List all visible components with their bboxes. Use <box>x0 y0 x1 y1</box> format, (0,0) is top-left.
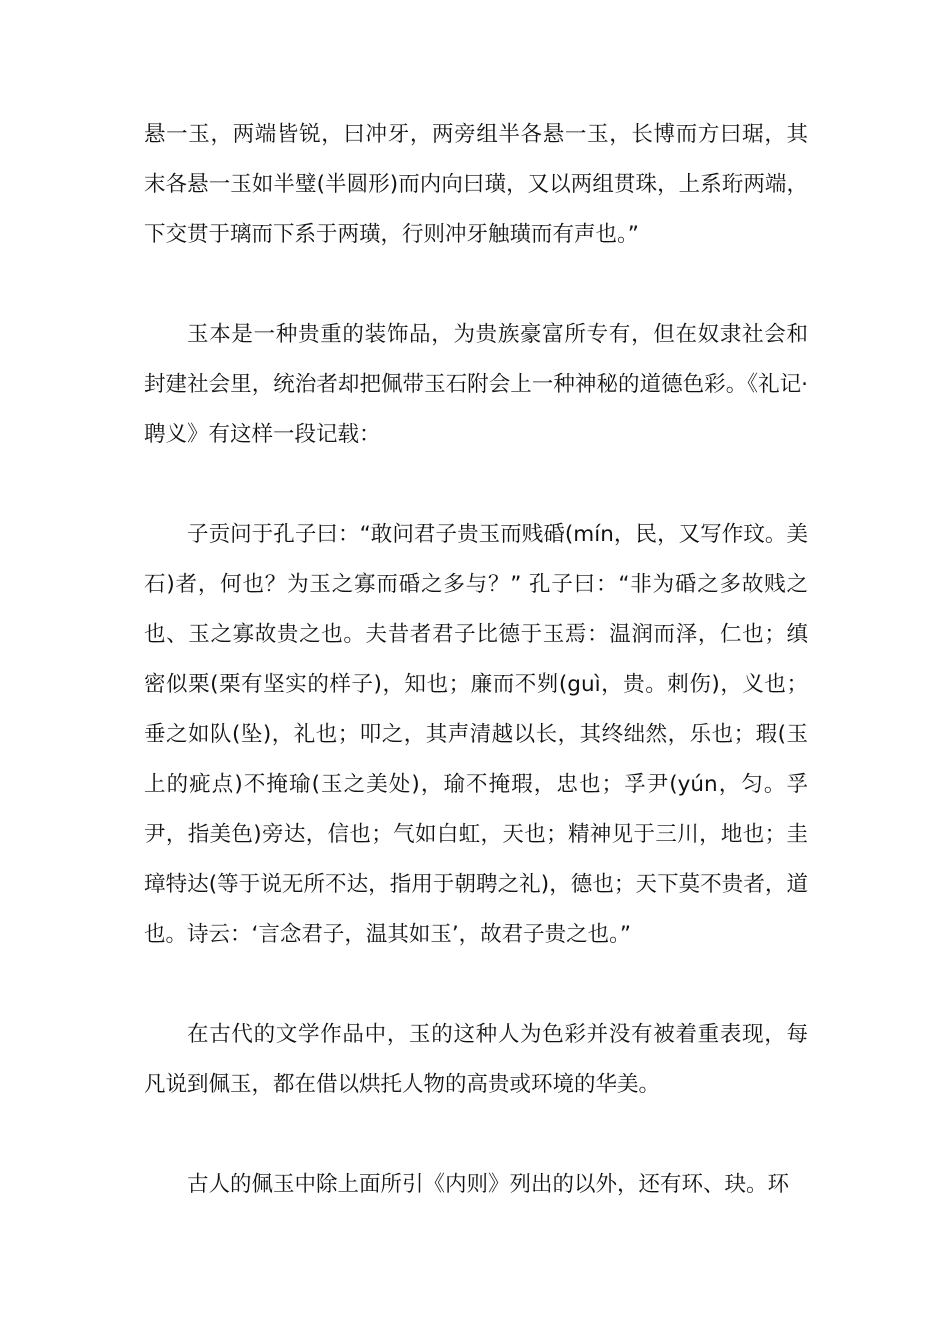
paragraph-jade-in-literature: 在古代的文学作品中，玉的这种人为色彩并没有被着重表现，每凡说到佩玉，都在借以烘托人物的高贵或环境的华美。 <box>144 1022 808 1097</box>
paragraph-jade-moral-color: 玉本是一种贵重的装饰品，为贵族豪富所专有，但在奴隶社会和封建社会里，统治者却把佩带玉石附会上一种神秘的道德色彩。《礼记·聘义》有这样一段记载： <box>144 322 808 447</box>
paragraph-zigong-confucius-dialogue: 子贡问于孔子曰：“敢问君子贵玉而贱碈(mín，民，又写作玟。美石)者，何也？为玉之寡而碈之多与？” 孔子曰：“非为碈之多故贱之也、玉之寡故贵之也。夫昔者君子比德于玉焉：温润而泽，仁也；缜密似栗(栗有坚实的样子)，知也；廉而不刿(guì，贵。刺伤)，义也；垂之如队(坠)，礼也；叩之，其声清越以长，其终绌然，乐也；瑕(玉上的疵点)不掩瑜(玉之美处)，瑜不掩瑕，忠也；孚尹(yún，匀。孚尹，指美色)旁达，信也；气如白虹，天也；精神见于三川，地也；圭璋特达(等于说无所不达，指用于朝聘之礼)，德也；天下莫不贵者，道也。诗云：‘言念君子，温其如玉’，故君子贵之也。” <box>144 522 808 947</box>
paragraph-rings-and-jue: 古人的佩玉中除上面所引《内则》列出的以外，还有环、玦。环 <box>187 1172 790 1197</box>
paragraph-jade-pendant-description: 悬一玉，两端皆锐，曰冲牙，两旁组半各悬一玉，长博而方曰琚，其末各悬一玉如半璧(半圆形)而内向曰璜，又以两组贯珠，上系珩两端，下交贯于璃而下系于两璜，行则冲牙触璜而有声也。” <box>144 122 808 247</box>
text-body <box>144 110 808 1210</box>
